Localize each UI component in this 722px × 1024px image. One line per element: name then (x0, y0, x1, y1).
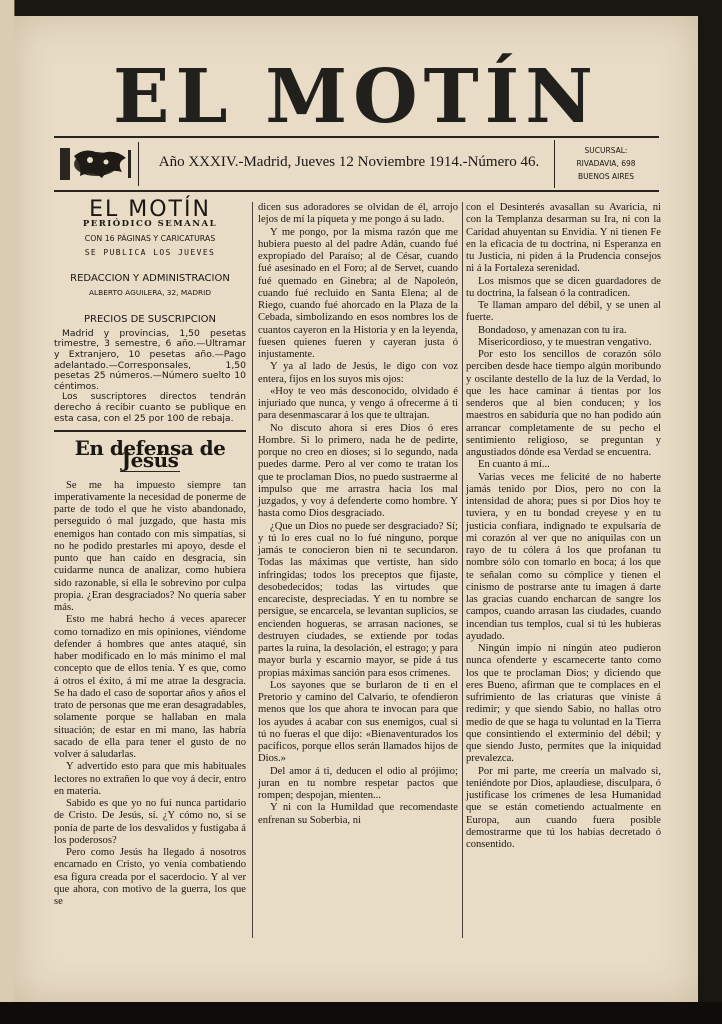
paragraph: Varias veces me felicité de no haberte jamás tenido por Dios, pero no con la intensidad de ahora; pues si por Dios hoy te tuviera, y en tu bondad creyese y en tu justicia confiara, indignado te expulsaría de mi corazón al ver que no aniquilas con un rayo de tu cólera á los que profanan tu nombre sólo con tomarlo en boca; á los que te señalan como su cómplice y tienen el cinismo de postrarse ante tu imagen á darte las gracias cuando encharcan de sangre los campos, cuando arrasan las ciudades, cuando incendian tus templos, cual si tú les hubieras ayudado. (466, 471, 661, 642)
branch-label: SUCURSAL: (584, 146, 628, 155)
paragraph: No discuto ahora si eres Dios ó eres Hombre. Si lo primero, nada he de pedirte, porque no creo en dioses; si lo segundo, nada puedes darme. Pero al ver como te tratan los que te proclaman Dios, no puedo sustraerme al impulso que me arrastra hacia los mal juzgados, y voy á defenderte como hombre. Y hasta como Dios desgraciado. (258, 422, 458, 520)
info-box-publication-day: SE PUBLICA LOS JUEVES (84, 247, 216, 257)
paragraph: Ningún impío ni ningún ateo pudieron nunca ofenderte y escarnecerte tanto como los que te proclaman Dios; y diciendo que eres Bueno, afirman que te complaces en el sufrimiento de las criaturas que viniste á redimir; y que siendo Sabio, no hallas otro medio de que se haga tu voluntad en la Tierra que consintiendo el exterminio del débil; y que siendo Justo, permites que la iniquidad prevalezca. (466, 643, 661, 765)
branch-office-box (554, 140, 657, 188)
paragraph: con el Desinterés avasallan su Avaricia, ni con la Templanza desarman su Ira, ni con la Caridad ahuyentan su Envidia. Y ni tienen Fe en la eficacia de tu doctrina, ni Esperanza en tu Justicia, ni piden á la Prudencia consejos ni á la Fortaleza serenidad. (466, 202, 661, 275)
article-headline: En defensa de Jesús (74, 436, 226, 473)
column-3 (466, 202, 661, 851)
info-box-title: EL MOTÍN (89, 197, 211, 222)
paragraph: En cuanto á mí... (478, 459, 550, 471)
branch-street: RIVADAVIA, 698 (576, 159, 636, 168)
emblem-illustration (56, 142, 139, 186)
newspaper-page (14, 16, 698, 1002)
info-box-redaccion: REDACCION Y ADMINISTRACION (70, 273, 230, 284)
scan-bottom-edge (0, 1002, 722, 1024)
issue-dateline: Año XXXIV.-Madrid, Jueves 12 Noviembre 1914.-Número 46. (158, 154, 540, 170)
paragraph: Y advertido esto para que mis habituales lectores no extrañen lo que voy á decir, entro en materia. (54, 761, 246, 797)
column-rule (462, 202, 463, 938)
masthead-title: EL MOTÍN (113, 54, 599, 140)
branch-city: BUENOS AIRES (577, 172, 635, 181)
paragraph: Los sayones que se burlaron de ti en el Pretorio y camino del Calvario, te ofendieron menos que los que ahora te invocan para que los ayudes á acabar con sus enemigos, cual si tú no fueras el que dijo: «Bienaventurados los pacíficos, porque ellos serán llamados hijos de Dios.» (258, 679, 458, 765)
info-box-subtitle: PERIÓDICO SEMANAL (82, 219, 218, 230)
paragraph: Se me ha impuesto siempre tan imperativamente la necesidad de ponerme de parte de todo el que he visto abandonado, perseguido ó mal juzgado, que hasta mis enemigos han contado con mis simpatías, si no he podido prestarles mi apoyo, desde el punto que han caído en desgracia, sin cuidarme nunca de analizar, como hubiera sido razonable, si ella le sobrevino por culpa propia. ¿Eran desgraciados? No quería saber más. (54, 479, 246, 614)
paragraph: ¿Que un Dios no puede ser desgraciado? Sí; y tú lo eres cual no lo fué ninguno, porque jamás te conocieron bien ni te secundaron. Todas las máximas que vertiste, han sido infringidas; todos los preceptos que fijaste, desobedecidos; todas las virtudes que encareciste, despreciadas. Y en tu nombre se persigue, se encarcela, se levantan suplicios, se encienden hogueras, se arrasan naciones, se destruyen ciudades, se extiende por todas partes la ruina, la desolación, el estrago; y para mayor burla y escarnio mayor, se pide á tus propias máximas sanción para esos crímenes. (258, 520, 458, 679)
info-box-pages: CON 16 PÁGINAS Y CARICATURAS (84, 233, 216, 243)
paragraph: Y me pongo, por la misma razón que me hubiera puesto al del padre Adán, cuando fué expropiado del Paraíso; al de César, cuando fué asesinado en el Foro; al de Servet, cuando fué quemado en Ginebra; al de Napoleón, cuando fué recluido en Santa Elena; al de Riego, cuando fué ahorcado en la Plaza de la Cebada, simbolizando en esos nombres los de cuantos cayeron en la Historia y en la leyenda, fuesen quienes fueren y cayeran justa ó injustamente. (258, 226, 458, 360)
info-box-address: ALBERTO AGUILERA, 32, MADRID (88, 288, 212, 298)
info-box-precios-title: PRECIOS DE SUSCRIPCION (83, 313, 217, 325)
paragraph: Por esto los sencillos de corazón sólo perciben desde hace tiempo algún moribundo y oscilante destello de la luz de la Verdad, lo que les hace caminar á tientas por los senderos que al bien conducen; y los maestros en sabiduría que no han podido aún arrancar completamente de su pecho el sentimiento religioso, se preguntan y angustiados dónde esa Verdad se encuentra. (466, 349, 661, 458)
paragraph: Y ni con la Humildad que recomendaste enfrenan su Soberbia, ni (258, 802, 458, 826)
paragraph: Los mismos que se dicen guardadores de tu doctrina, la falsean ó la contradicen. (466, 275, 661, 299)
paragraph: Del amor á ti, deducen el odio al prójimo; juran en tu nombre respetar pactos que rompen; despojan, mienten... (258, 765, 458, 801)
subscribers-text: Los suscriptores directos tendrán derecho á recibir cuanto se publique en esta casa, con el 25 por 100 de rebaja. (54, 391, 246, 424)
prices-text: Madrid y provincias, 1,50 pesetas trimestre, 3 semestre, 6 año.—Ultramar y Extranjero, 10 pesetas año.—Pago adelantado.—Corresponsales, 1,50 pesetas 25 números.—Número suelto 10 céntimos. (54, 327, 246, 392)
dateline-bar (54, 136, 659, 192)
column-1 (54, 197, 246, 908)
paragraph: Te llaman amparo del débil, y se unen al fuerte. (466, 300, 661, 324)
info-box-prices (54, 329, 246, 424)
paragraph: Bondadoso, y amenazan con tu ira. (478, 324, 627, 336)
paragraph: Por mi parte, me creería un malvado si, teniéndote por Dios, aplaudiese, disculpara, ó justificase los crímenes de lesa Humanidad que se están cometiendo actualmente en Europa, aun cuando fuera posible demostrarme que tú los habías decretado ó consentido. (466, 765, 661, 850)
paragraph: Esto me habrá hecho á veces aparecer como tornadizo en mis opiniones, viéndome defender á hombres que antes ataqué, sin haber modificado en lo más mínimo el mal concepto que de ellos tenía. Y es que, como á otros el éxito, á mí me atrae la desgracia. Se ha dado el caso de soportar años y años el trato de personas que me eran desagradables, solamente porque se hallaban en mala situación; de estar en mi mano, las habría sacado de ella para tener el gusto de no volver á saludarlas. (54, 614, 246, 761)
adjacent-page-edge (0, 0, 15, 1024)
section-divider (54, 430, 246, 432)
paragraph: Pero como Jesús ha llegado á nosotros encarnado en Cristo, yo venía combatiendo esa figura creada por el sacerdocio. Y al ver que ahora, con motivo de la guerra, los que se (54, 847, 246, 908)
paragraph: dicen sus adoradores se olvidan de él, arrojo lejos de mí la piqueta y me pongo á su lado. (258, 202, 458, 226)
column-2 (258, 202, 458, 827)
emblem-icon (56, 142, 136, 186)
paragraph: «Hoy te veo más desconocido, olvidado é injuriado que nunca, y vengo á ofrecerme á ti para desenmascarar á los que te ultrajan. (258, 385, 458, 422)
paragraph: Y ya al lado de Jesús, le digo con voz entera, fijos en los suyos mis ojos: (258, 361, 458, 385)
paragraph: Misericordioso, y te muestran vengativo. (478, 336, 652, 348)
paragraph: Sabido es que yo no fuí nunca partidario de Cristo. De Jesús, sí. ¿Y cómo no, si se ponía de parte de los desvalidos y fustigaba á los poderosos? (54, 798, 246, 846)
column-rule (252, 202, 253, 938)
